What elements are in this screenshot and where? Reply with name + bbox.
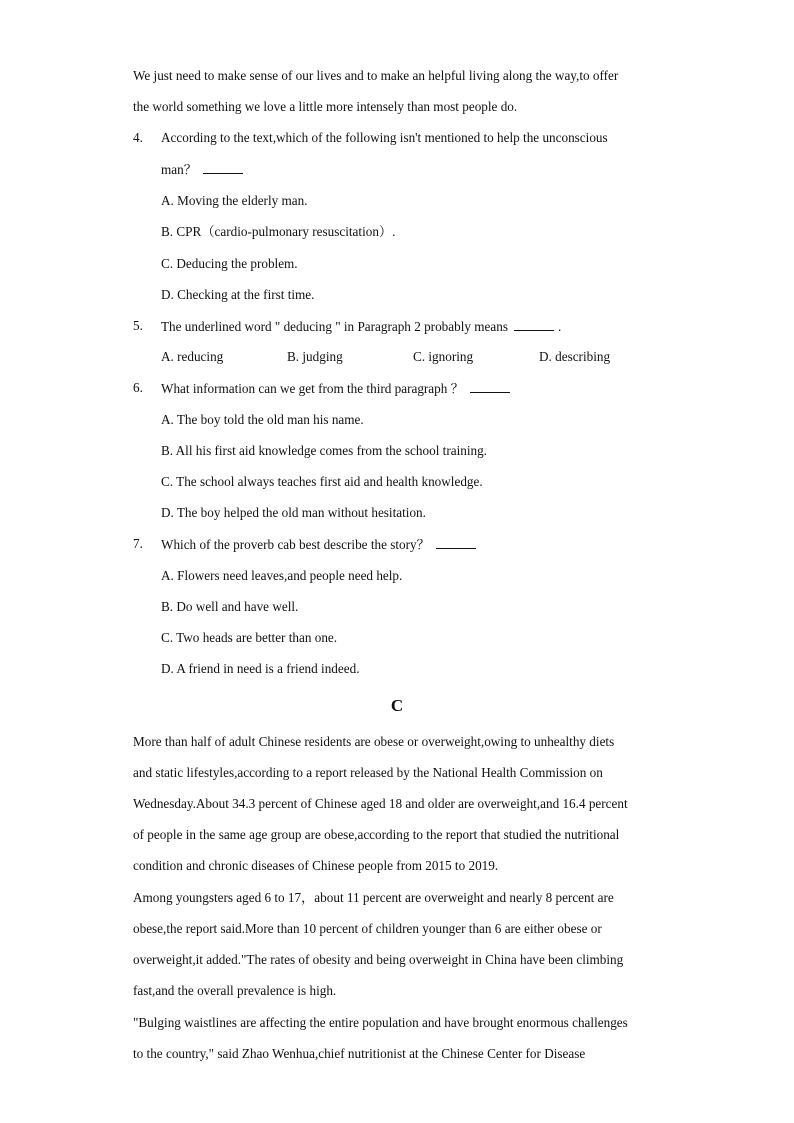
question-6-option-c: C. The school always teaches first aid and health knowledge. — [161, 474, 483, 489]
question-7-number: 7. — [133, 536, 143, 551]
question-7-option-c: C. Two heads are better than one. — [161, 630, 338, 645]
question-5-number: 5. — [133, 318, 143, 333]
question-4-option-c: C. Deducing the problem. — [161, 256, 298, 271]
section-c-line-6: Among youngsters aged 6 to 17，about 11 percent are overweight and nearly 8 percent are — [133, 890, 614, 905]
section-c-line-9: fast,and the overall prevalence is high. — [133, 983, 337, 998]
question-4-answer-blank — [203, 161, 243, 174]
section-c-line-5: condition and chronic diseases of Chinese people from 2015 to 2019. — [133, 858, 499, 873]
question-7-option-a: A. Flowers need leaves,and people need help. — [161, 568, 403, 583]
question-7-option-d: D. A friend in need is a friend indeed. — [161, 661, 360, 676]
question-5-option-a: A. reducing — [161, 349, 224, 364]
section-c-line-10: "Bulging waistlines are affecting the entire population and have brought enormous challenges — [133, 1015, 628, 1030]
question-6-option-b: B. All his first aid knowledge comes from the school training. — [161, 443, 487, 458]
question-6-option-a: A. The boy told the old man his name. — [161, 412, 364, 427]
question-7-answer-blank — [436, 536, 476, 549]
question-4-option-d: D. Checking at the first time. — [161, 287, 315, 302]
question-4-number: 4. — [133, 130, 143, 145]
section-c-line-7: obese,the report said.More than 10 percent of children younger than 6 are either obese or — [133, 921, 602, 936]
section-c-line-11: to the country," said Zhao Wenhua,chief nutritionist at the Chinese Center for Disease — [133, 1046, 586, 1061]
question-7-option-b: B. Do well and have well. — [161, 599, 299, 614]
intro-line-1: We just need to make sense of our lives and to make an helpful living along the way,to offer — [133, 68, 619, 83]
intro-line-2: the world something we love a little more intensely than most people do. — [133, 99, 518, 114]
question-5-option-b: B. judging — [287, 349, 343, 364]
question-6-text-label: What information can we get from the third paragraph ？ — [161, 381, 464, 396]
question-5-option-d: D. describing — [539, 349, 611, 364]
question-7-text-label: Which of the proverb cab best describe the story？ — [161, 537, 430, 552]
question-4-text-line-1: According to the text,which of the following isn't mentioned to help the unconscious — [161, 130, 608, 145]
section-c-title: C — [390, 696, 404, 715]
question-4-text-line-2-label: man？ — [161, 162, 197, 177]
question-5-answer-blank — [514, 318, 554, 331]
question-4-option-b: B. CPR（cardio-pulmonary resuscitation）. — [161, 224, 396, 239]
question-5-suffix: . — [557, 319, 562, 334]
question-6-number: 6. — [133, 380, 143, 395]
question-4-text-line-2 — [161, 161, 243, 178]
section-c-line-8: overweight,it added."The rates of obesity and being overweight in China have been climbing — [133, 952, 624, 967]
question-6-text — [161, 380, 510, 397]
section-c-line-1: More than half of adult Chinese residents are obese or overweight,owing to unhealthy diets — [133, 734, 615, 749]
section-c-line-3: Wednesday.About 34.3 percent of Chinese aged 18 and older are overweight,and 16.4 percent — [133, 796, 628, 811]
question-6-answer-blank — [470, 380, 510, 393]
question-5-option-c: C. ignoring — [413, 349, 474, 364]
question-4-option-a: A. Moving the elderly man. — [161, 193, 308, 208]
question-6-option-d: D. The boy helped the old man without hesitation. — [161, 505, 426, 520]
question-5-text-label: The underlined word " deducing " in Paragraph 2 probably means — [161, 319, 508, 334]
section-c-line-4: of people in the same age group are obese,according to the report that studied the nutritional — [133, 827, 620, 842]
question-7-text — [161, 536, 476, 553]
question-5-text — [161, 318, 561, 335]
section-c-line-2: and static lifestyles,according to a report released by the National Health Commission on — [133, 765, 603, 780]
